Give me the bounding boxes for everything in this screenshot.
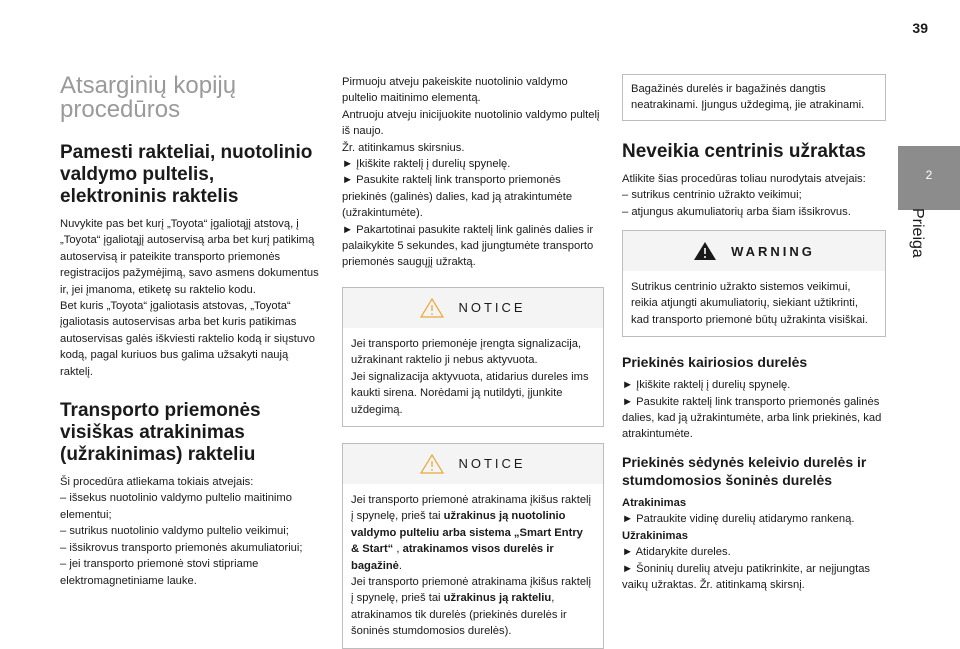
notice-box-unlock <box>342 443 604 649</box>
warning-box <box>622 230 886 337</box>
chapter-tab-label: Prieiga <box>909 208 926 258</box>
chapter-tab[interactable] <box>898 146 960 210</box>
info-box-tailgate <box>622 74 886 121</box>
key-unlock-text: Ši procedūra atliekama tokiais atvejais: – išsekus nuotolinio valdymo pultelio maitinimo elementui; – sutrikus nuotolinio valdymo pultelio veikimui; – išsikrovus transporto priemonės akumuliatoriui; – jei transporto priemonė stovi stipriame elektromagnetiniame lauke. <box>60 476 303 587</box>
notice-triangle-icon <box>420 454 444 474</box>
subheading-passenger-sliding-door: Priekinės sėdynės keleivio durelės ir stumdomosios šoninės durelės <box>622 453 867 488</box>
column-left <box>60 74 320 589</box>
unlock-step: ► Patraukite vidinę durelių atidarymo rankeną. <box>622 513 855 526</box>
unlock-label: Atrakinimas <box>622 496 687 509</box>
chapter-tab-number: 2 <box>925 168 933 182</box>
notice-alarm-text: Jei transporto priemonėje įrengta signalizacija, užrakinant raktelio ji nebus aktyvuota. Jei signalizacija aktyvuota, atidarius dureles ims kaukti sirena. Norėdami ją nutildyti, įjunkite uždegimą. <box>351 337 589 416</box>
column-right <box>622 74 886 593</box>
notice-triangle-icon <box>420 298 444 318</box>
warning-title: WARNING <box>731 243 815 259</box>
warning-header <box>623 231 885 271</box>
notice-header <box>343 444 603 484</box>
warning-triangle-icon <box>693 241 717 261</box>
lock-label: Užrakinimas <box>622 529 688 542</box>
lost-keys-text: Nuvykite pas bet kurį „Toyota“ įgaliotąjį atstovą, į „Toyota“ įgaliotąjį autoservisą arba bet kurį patikimą autoservisą ir pateikite transporto priemonės registracijos pažymėjimą, savo asmens dokumentus ir, jei įmanoma, etiketę su raktelio kodu. Bet kuris „Toyota“ įgaliotasis atstovas, „Toyota“ įgaliotasis autoservisas arba bet kuris patikimas autoservisas galės iškviesti raktelio kodą ir siųstuvo kodą, pagal kuriuos bus galima užsakyti naują raktelį. <box>60 218 319 378</box>
subheading-front-left-door: Priekinės kairiosios durelės <box>622 354 808 371</box>
front-left-door-text: ► Įkiškite raktelį į durelių spynelę. ► Pasukite raktelį link transporto priemonės galinės dalies, kad ją užrakintumėte, arba link priekinės, kad atrakintumėte. <box>622 379 882 441</box>
info-box-text: Bagažinės durelės ir bagažinės dangtis neatrakinami. Įjungus uždegimą, jie atrakinami. <box>631 83 865 112</box>
page-number: 39 <box>912 20 928 36</box>
heading-key-unlock: Transporto priemonės visiškas atrakinimas (užrakinimas) rakteliu <box>60 400 261 466</box>
column-middle <box>342 74 604 649</box>
lock-steps: ► Atidarykite dureles. ► Šoninių durelių atveju patikrinkite, ar neįjungtas vaikų užraktas. Žr. atitinkamą skirsnį. <box>622 546 871 591</box>
warning-text: Sutrikus centrinio užrakto sistemos veikimui, reikia atjungti akumuliatorių, siekiant užtikrinti, kad transporto priemonė būtų užrakinta visiškai. <box>631 281 868 326</box>
heading-central-lock: Neveikia centrinis užraktas <box>622 140 866 162</box>
notice-unlock-text: Jei transporto priemonė atrakinama įkišus raktelį į spynelę, prieš tai užrakinus ją nuotolinio valdymo pulteliu arba sistema „Smart Entry & Start“ , atrakinamos visos durelės ir bagažinė. Jei transporto priemonė atrakinama įkišus raktelį į spynelę, prieš tai užrakinus ją rakteliu, atrakinamos tik durelės (priekinės durelės ir šoninės stumdomosios durelės). <box>351 493 592 638</box>
notice-title: NOTICE <box>458 456 526 472</box>
notice-header <box>343 288 603 328</box>
central-lock-text: Atlikite šias procedūras toliau nurodytais atvejais: – sutrikus centrinio užrakto veikimui; – atjungus akumuliatorių arba šiam išsikrovus. <box>622 172 866 218</box>
heading-lost-keys: Pamesti rakteliai, nuotolinio valdymo pultelis, elektroninis raktelis <box>60 142 313 207</box>
section-title: Atsarginių kopijų procedūros <box>60 72 237 123</box>
notice-title: NOTICE <box>458 300 526 316</box>
notice-box-alarm <box>342 287 604 427</box>
key-procedure-text: Pirmuoju atveju pakeiskite nuotolinio valdymo pultelio maitinimo elementą. Antruoju atveju inicijuokite nuotolinio valdymo pultelį iš naujo. Žr. atitinkamus skirsnius. ► Įkiškite raktelį į durelių spynelę. ► Pasukite raktelį link transporto priemonės priekinės (galinės) dalies, kad ją atrakintumėte (užrakintumėte). ► Pakartotinai pasukite raktelį link galinės dalies ir palaikykite 5 sekundes, kad įjungtumėte transporto priemonės saugųjį užraktą. <box>342 76 600 269</box>
